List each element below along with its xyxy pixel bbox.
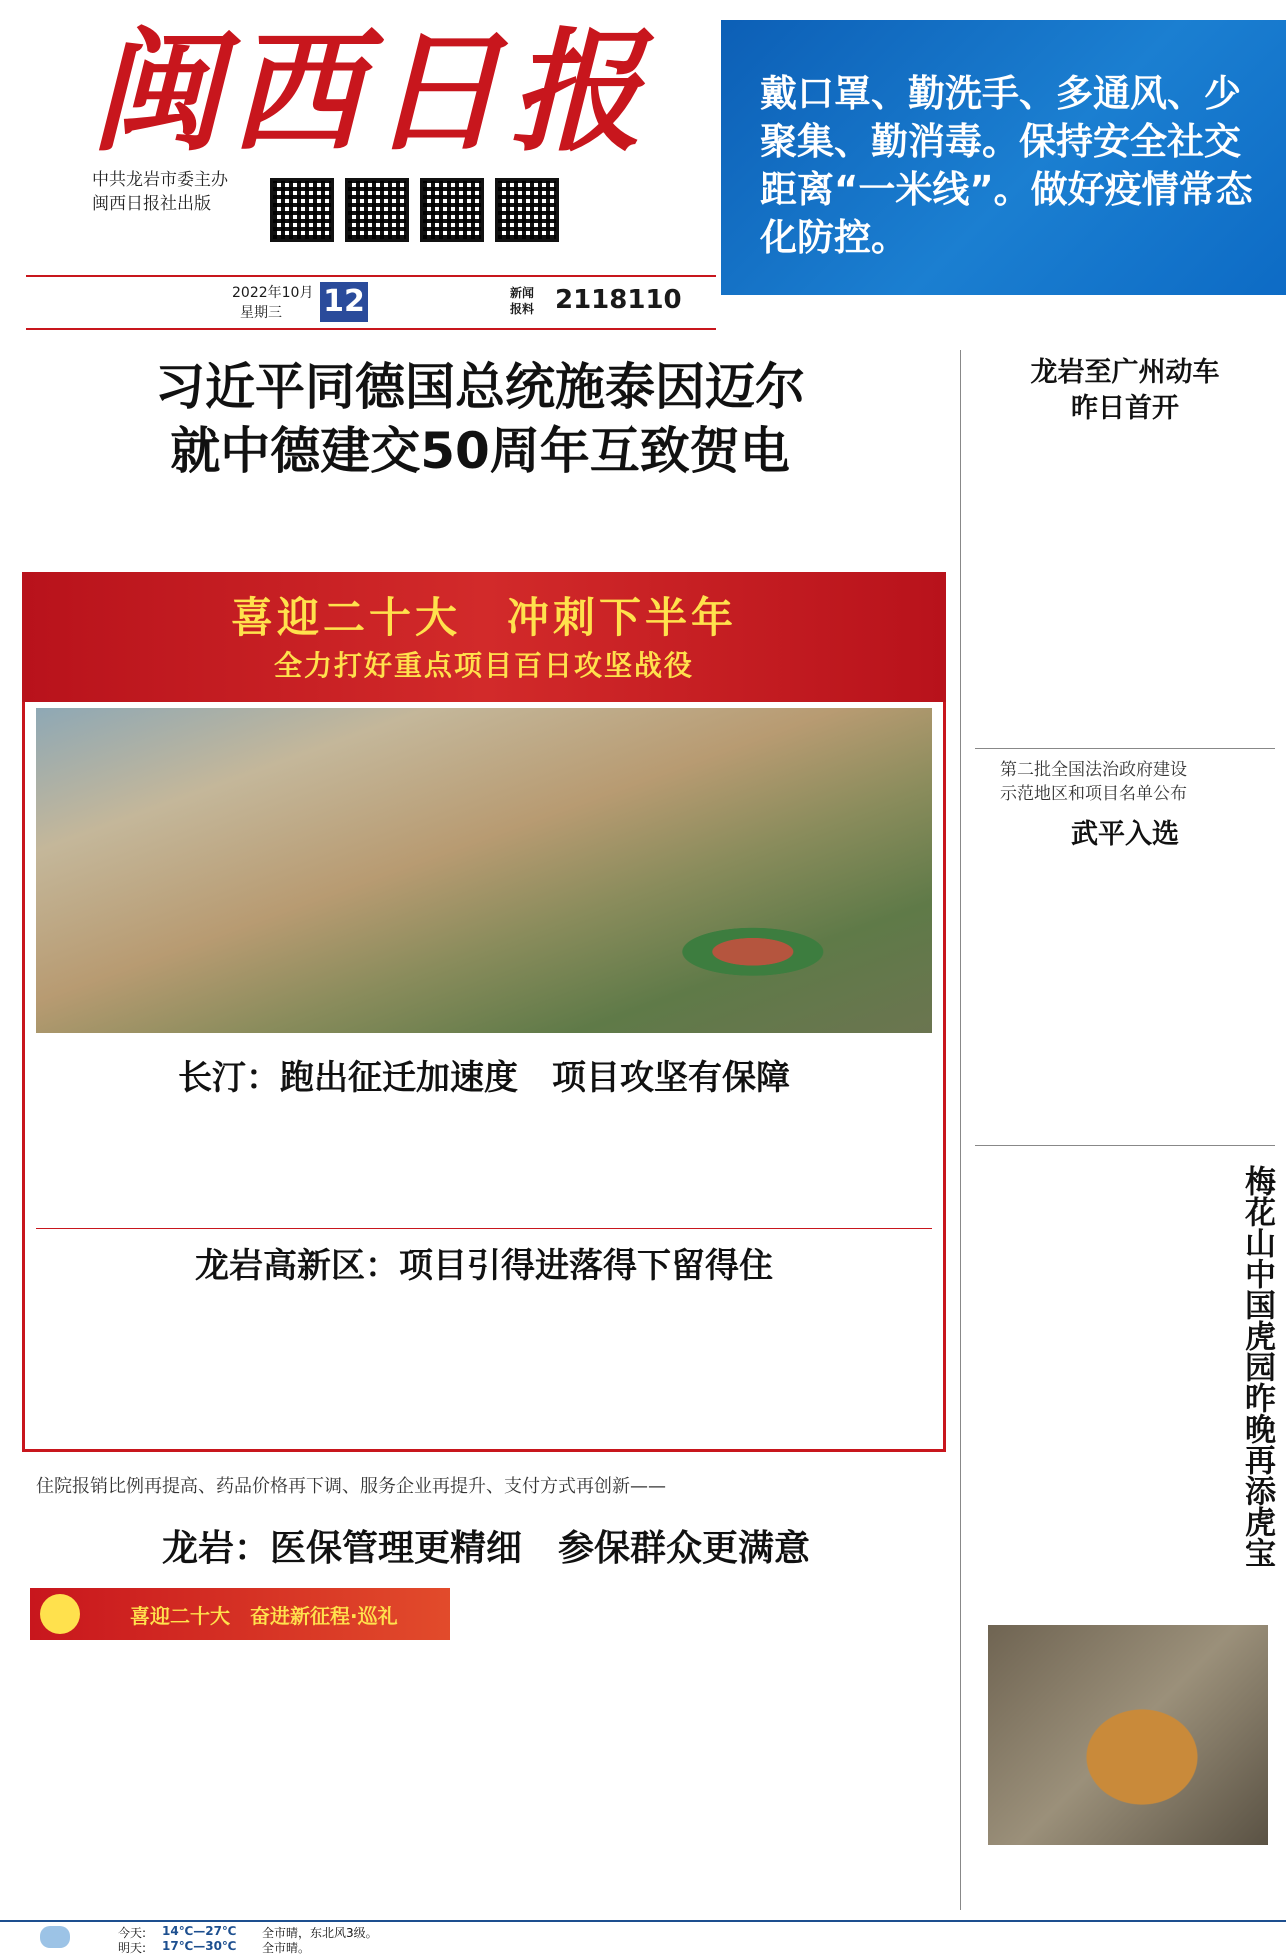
bottom-story-headline: 龙岩：医保管理更精细 参保群众更满意 xyxy=(161,1528,810,1569)
qr-code-2[interactable] xyxy=(345,178,409,242)
feature-headline-2: 龙岩高新区：项目引得进落得下留得住 xyxy=(195,1246,773,1286)
issue-weekday: 星期三 xyxy=(240,305,282,321)
feature-headline-1: 长汀：跑出征迁加速度 项目攻坚有保障 xyxy=(178,1058,790,1098)
sidebar-story2-kicker-line-1: 第二批全国法治政府建设 xyxy=(1000,760,1187,780)
slogan-text: 戴口罩、勤洗手、多通风、少聚集、勤消毒。保持安全社交距离“一米线”。做好疫情常态化防控。 xyxy=(760,72,1253,259)
hotline-number[interactable]: 2118110 xyxy=(555,285,682,315)
sidebar-story3-title: 梅花山中国虎园昨晚再添虎宝 xyxy=(1239,1165,1275,1568)
tomorrow-weather: 全市晴。 xyxy=(262,1941,311,1955)
tiger-cub-photo[interactable] xyxy=(988,1625,1268,1845)
today-temp: 14℃—27℃ xyxy=(162,1924,237,1938)
series-patch-title: 喜迎二十大 奋进新征程·巡礼 xyxy=(130,1604,398,1628)
party-emblem-icon xyxy=(40,1594,80,1634)
sponsor-info xyxy=(92,168,228,216)
construction-aerial-photo[interactable] xyxy=(36,708,932,1033)
lead-headline-line-2: 就中德建交50周年互致贺电 xyxy=(170,422,790,480)
issue-day: 12 xyxy=(320,282,368,322)
feature-banner-subtitle: 全力打好重点项目百日攻坚战役 xyxy=(273,649,694,682)
sidebar-story2-title: 武平入选 xyxy=(1071,819,1179,850)
sponsor-line-1: 中共龙岩市委主办 xyxy=(92,170,228,190)
masthead-logo: 闽西日报 xyxy=(90,15,650,170)
issue-date-prefix: 2022年10月 xyxy=(232,285,314,301)
qr-code-3[interactable] xyxy=(420,178,484,242)
weather-cloud-icon xyxy=(40,1926,70,1948)
today-label: 今天: xyxy=(118,1926,147,1940)
feature-divider xyxy=(36,1228,932,1229)
lead-headline-line-1: 习近平同德国总统施泰因迈尔 xyxy=(155,358,805,416)
sidebar-story1-title-line-2: 昨日首开 xyxy=(1071,393,1179,424)
weather-footer xyxy=(0,1920,1286,1955)
lead-headline xyxy=(30,355,930,483)
sidebar-divider-1 xyxy=(975,748,1275,749)
sidebar-story1-title-line-1: 龙岩至广州动车 xyxy=(1030,357,1220,388)
sidebar-story2-kicker-line-2: 示范地区和项目名单公布 xyxy=(1000,784,1187,804)
today-weather: 全市晴，东北风3级。 xyxy=(262,1926,378,1940)
hotline-label: 新闻报料 xyxy=(510,286,535,316)
sidebar-story1-title xyxy=(975,355,1275,427)
tomorrow-label: 明天: xyxy=(118,1941,147,1955)
sidebar-divider-2 xyxy=(975,1145,1275,1146)
qr-code-1[interactable] xyxy=(270,178,334,242)
feature-banner-title: 喜迎二十大 冲刺下半年 xyxy=(230,593,737,642)
sponsor-line-2: 闽西日报社出版 xyxy=(92,194,211,214)
bottom-story-kicker: 住院报销比例再提高、药品价格再下调、服务企业再提升、支付方式再创新—— xyxy=(36,1476,666,1497)
tomorrow-temp: 17℃—30℃ xyxy=(162,1939,237,1953)
sidebar-story2-kicker xyxy=(1000,758,1260,806)
column-divider xyxy=(960,350,961,1910)
qr-code-4[interactable] xyxy=(495,178,559,242)
